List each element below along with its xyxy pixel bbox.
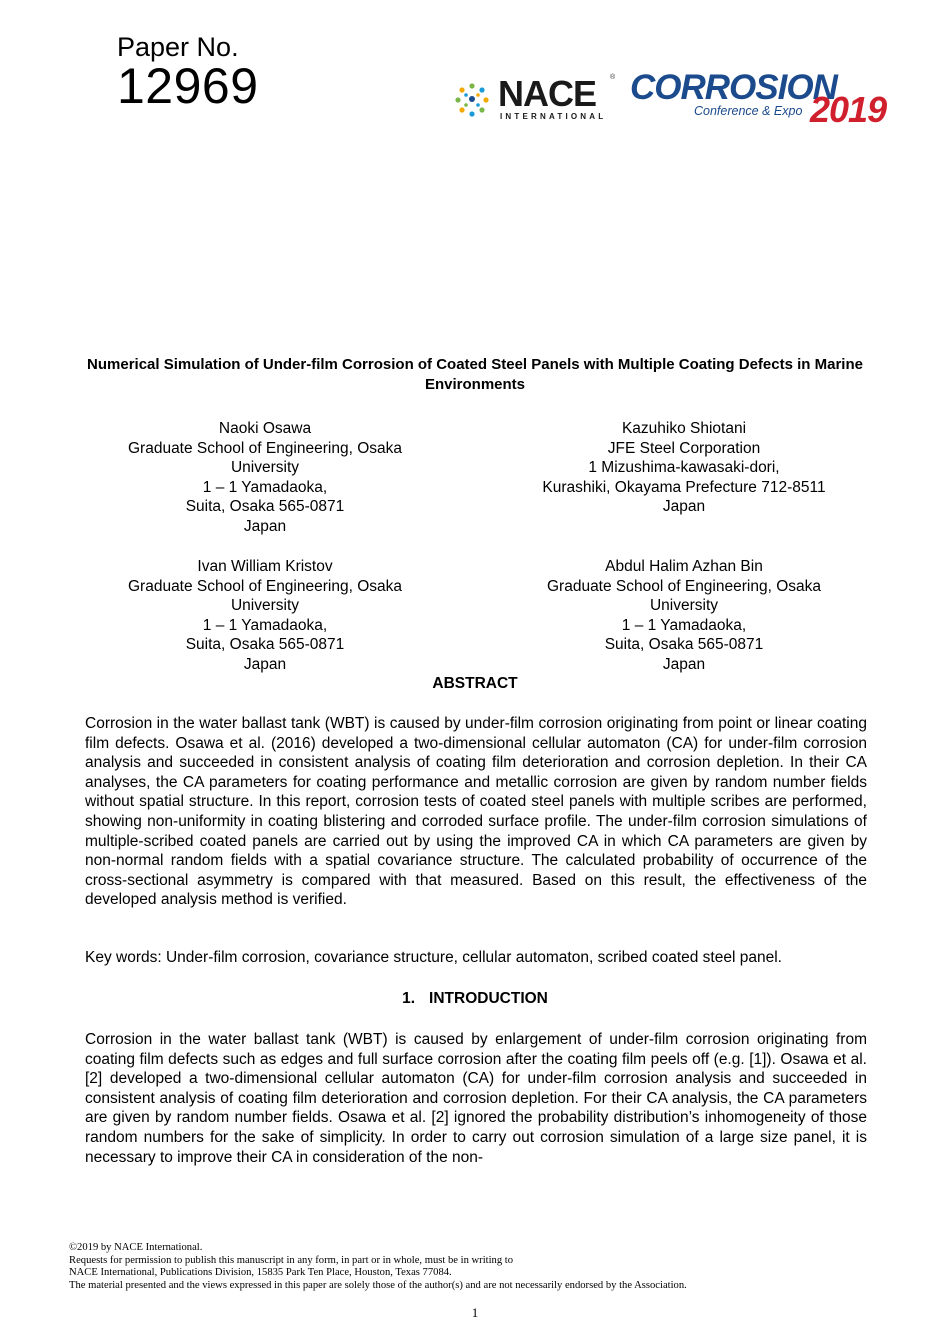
conference-year: 2019 — [810, 89, 887, 130]
paper-number: 12969 — [117, 58, 259, 114]
author-affiliation: Graduate School of Engineering, Osaka — [127, 439, 402, 457]
conference-expo-text: Conference & Expo — [694, 104, 803, 118]
keywords: Key words: Under-film corrosion, covariance structure, cellular automaton, scribed coated steel panel. — [85, 949, 782, 966]
copyright-footer — [69, 1242, 687, 1292]
corrosion-wordmark: CORROSION — [630, 68, 837, 107]
footer-line: NACE International, Publications Division, 15835 Park Ten Place, Houston, Texas 77084. — [69, 1267, 452, 1279]
author-country: Japan — [662, 498, 706, 516]
author-block-1 — [105, 419, 425, 537]
abstract-heading: ABSTRACT — [432, 675, 518, 692]
corrosion-2019-logo — [630, 70, 900, 132]
author-address: 1 – 1 Yamadaoka, — [621, 616, 747, 634]
author-affiliation: University — [230, 597, 300, 615]
author-name: Ivan William Kristov — [197, 558, 333, 575]
author-block-3 — [105, 557, 425, 675]
paper-label: Paper No. — [117, 32, 239, 62]
author-address: 1 Mizushima-kawasaki-dori, — [588, 459, 780, 477]
paper-number-block — [117, 32, 259, 114]
header-logos — [452, 70, 897, 132]
nace-registered-mark: ® — [610, 74, 616, 81]
author-country: Japan — [662, 655, 706, 673]
nace-international-text: INTERNATIONAL — [500, 112, 607, 121]
author-affiliation: Graduate School of Engineering, Osaka — [127, 577, 402, 595]
nace-globe-icon — [452, 80, 496, 118]
abstract-text: Corrosion in the water ballast tank (WBT) is caused by under-film corrosion originating from point or linear coating film defects. Osawa et al. (2016) developed a two-dimensional cellular automaton (CA) for under-film corrosion analysis and succeeded in consistent analysis of coating film deterioration and corrosion depletion. In their CA analyses, the CA parameters for coating performance and metallic corrosion are given by random number fields without spatial structure. In this report, corrosion tests of coated steel panels with multiple scribes are performed, showing non-uniformity in coating blistering and corroded surface profile. The under-film corrosion simulations of multiple-scribed coated panels are carried out by using the improved CA in which CA parameters are given by non-normal random fields with a spatial covariance structure. The calculated probability of occurrence of the cross-sectional asymmetry is compared with that measured. Based on this result, the effectiveness of the developed analysis method is verified. — [85, 715, 867, 909]
footer-line: Requests for permission to publish this manuscript in any form, in part or in whole, must be in writing to — [69, 1254, 514, 1266]
author-address: Suita, Osaka 565-0871 — [604, 636, 764, 654]
author-affiliation: JFE Steel Corporation — [607, 439, 761, 457]
paper-title: Numerical Simulation of Under-film Corrosion of Coated Steel Panels with Multiple Coating Defects in Marine Environments — [87, 356, 863, 393]
section-number: 1. — [402, 990, 416, 1007]
author-affiliation: Graduate School of Engineering, Osaka — [546, 577, 821, 595]
author-address: Kurashiki, Okayama Prefecture 712-8511 — [542, 478, 826, 496]
author-address: Suita, Osaka 565-0871 — [185, 636, 345, 654]
author-country: Japan — [243, 517, 287, 535]
author-name: Naoki Osawa — [218, 420, 312, 437]
page-number: 1 — [471, 1305, 479, 1320]
author-address: 1 – 1 Yamadaoka, — [202, 616, 328, 634]
author-block-2 — [514, 419, 854, 517]
footer-line: ©2019 by NACE International. — [69, 1242, 203, 1253]
author-name: Abdul Halim Azhan Bin — [605, 558, 763, 575]
author-address: 1 – 1 Yamadaoka, — [202, 478, 328, 496]
footer-line: The material presented and the views expressed in this paper are solely those of the author(s) and are not necessarily endorsed by the Association. — [69, 1279, 687, 1291]
author-name: Kazuhiko Shiotani — [621, 420, 747, 437]
introduction-text: Corrosion in the water ballast tank (WBT) is caused by enlargement of under-film corrosion originating from coating film defects such as edges and full surface corrosion after the coating film peels off (e.g. [1]). Osawa et al. [2] developed a two-dimensional cellular automaton (CA) for under-film corrosion analysis and succeeded in consistent analysis of coating film deterioration and corrosion depletion. For their CA analysis, the CA parameters are given by random number fields. Osawa et al. [2] ignored the probability distribution’s inhomogeneity of those random numbers for the sake of simplicity. In order to carry out corrosion simulation of a large size panel, it is necessary to improve their CA in consideration of the non- — [85, 1031, 867, 1166]
section-title: INTRODUCTION — [429, 990, 548, 1007]
author-affiliation: University — [230, 459, 300, 477]
nace-logo — [452, 74, 622, 124]
introduction-heading — [0, 990, 950, 1008]
author-country: Japan — [243, 655, 287, 673]
author-block-4 — [524, 557, 844, 675]
author-address: Suita, Osaka 565-0871 — [185, 498, 345, 516]
nace-wordmark: NACE — [498, 73, 597, 114]
author-affiliation: University — [649, 597, 719, 615]
